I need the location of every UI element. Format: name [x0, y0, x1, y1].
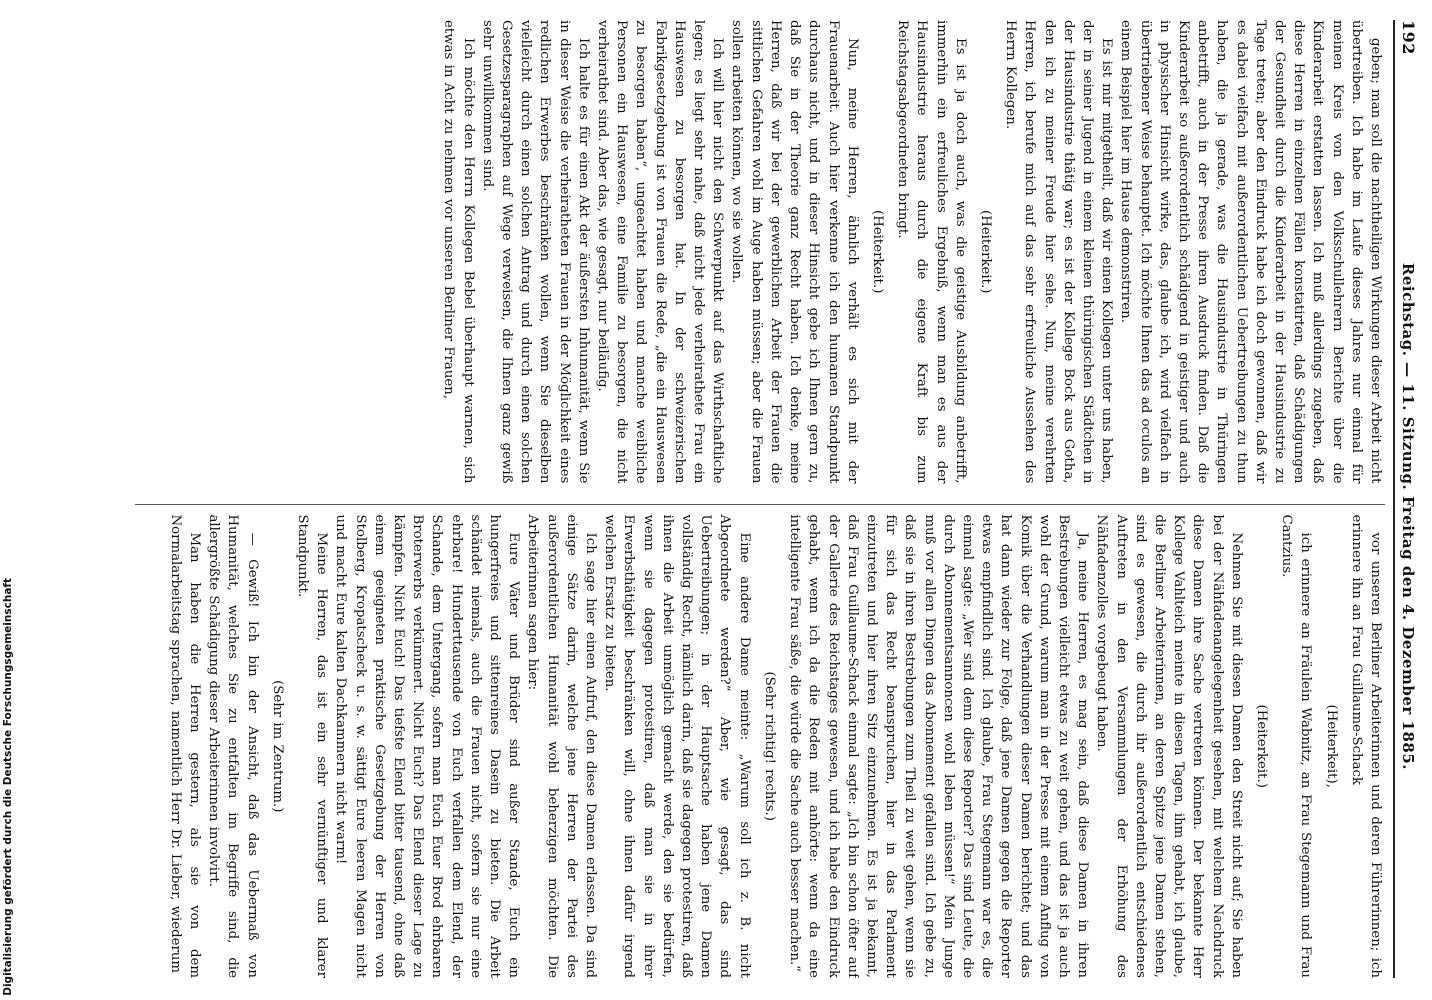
right-column [135, 504, 1385, 979]
paragraph: ich erinnere an Fräulein Wabnitz, an Frau Stegemann und Frau Cantzius. [1279, 514, 1314, 978]
digitization-note: Digitalisierung gefördert durch die Deutsche Forschungsgemeinschaft [2, 578, 14, 996]
paragraph: geben; man soll die nachtheiligen Wirkungen dieser Arbeit nicht übertreiben. Ich habe im Laufe dieses Jahres nur einmal für meinen Kreis von den Volksschullehrern Berichte über die Kinderarbeit erstatten lassen. Ich muß allerdings zugeben, daß diese Herren in einzelnen Fällen konstatirten, daß Schädigungen der Gesundheit durch die Kinderarbeit in der Hausindustrie zu Tage treten; aber den Eindruck habe ich doch gewonnen, daß wir es dabei vielfach mit außerordentlichen Uebertreibungen zu thun haben, die ja gerade, was die Hausindustrie in Thüringen anbetrifft, auch in der Presse ihren Ausdruck finden. Daß die Kinderarbeit so außerordentlich schädigend in geistiger und auch in physischer Hinsicht wirke, das, glaube ich, wird vielfach in übertriebener Weise behauptet. Ich möchte Ihnen das ad oculos an einem Beispiel hier im Hause demonstriren. [1118, 20, 1383, 484]
page-number: 192 [1399, 20, 1418, 55]
paragraph: (Heiterkeit), [1323, 704, 1339, 788]
footer-strip [0, 0, 20, 1000]
paragraph: Nun, meine Herren, ähnlich verhält es sich mit der Frauenarbeit. Auch hier verkenne ich den humanen Standpunkt durchaus nicht, und in dieser Hinsicht gebe ich Ihnen gern zu, daß Sie in der Theorie ganz Recht haben. Ich denke, meine Herren, daß wir bei der gewerblichen Arbeit der Frauen die sittlichen Gefahren wohl im Auge haben müssen; aber die Frauen sollen arbeiten können, wo sie wollen. [729, 20, 860, 484]
paragraph: (Sehr im Zentrum.) [269, 680, 285, 813]
paragraph: Es ist ja doch auch, was die geistige Ausbildung anbetrifft, immerhin ein erfreuliches Ergebniß, wenn man es aus der Hausindustrie heraus durch die eigene Kraft bis zum Reichstagsabgeordneten bringt. [895, 20, 968, 484]
left-column [135, 20, 1385, 484]
scanned-page [102, 0, 1432, 1000]
paragraph: — Gewiß! Ich bin der Ansicht, daß das Uebermaß von Humanität, welches Sie zu entfalten im Begriffe sind, die allergrößte Schädigung dieser Arbeiterinnen involvirt. [206, 514, 260, 978]
text-columns [135, 20, 1385, 978]
paragraph: (Heiterkeit.) [869, 210, 885, 294]
paragraph: Man haben die Herren gestern, als sie von dem Normalarbeitstag sprachen, namentlich Herr Dr. Lieber, wiederum [167, 514, 203, 978]
page-header [1393, 20, 1418, 978]
paragraph: Ich halte es für einen Akt der äußersten Inhumanität, wenn Sie in dieser Weise die verheiratheten Frauen in der Möglichkeit eines redlichen Erwerbes beschränken wollen, wenn Sie dieselben vielleicht durch einen solchen Antrag und durch einen solchen Gesetzesparagraphen auf Wege verweisen, die Ihnen ganz gewiß sehr unwillkommen sind. [479, 20, 591, 484]
paragraph: (Heiterkeit.) [1253, 704, 1269, 788]
paragraph: Eure Väter und Brüder sind außer Stande, Euch ein hungerfreies und sittenreines Dasein zu bieten. Die Arbeit schändet niemals, auch die Frauen nicht, sofern sie nur eine ehrbare! Hunderttausende von Euch verfallen dem Elend, der Schande, dem Untergang, sofern man Euch Euer Brod ehrbaren Broterwerbs verkümmert. Nicht Euch? Das Elend dieser Lage zu kämpfen. Nicht Euch! Das tiefste Elend bitter tausend, ohne daß einem geeigneten praktische Gesetzgebung der Herren von Stolberg, Kropatscheck u. s. w. sättigt Eure leeren Magen nicht und macht Eure kalten Dachkammern nicht warm! [333, 514, 522, 978]
paragraph: vor unseren Berliner Arbeiterinnen und deren Führerinnen; ich erinnere ihn an Frau Guillaume-Schack [1348, 514, 1383, 978]
paragraph: Ich sage hier einen Aufruf, den diese Damen erlassen. Da sind einige Sätze darin, welche jene Herren der Partei des außerordentlichen Humanität wohl beherzigen möchten. Die Arbeiterinnen sagen hier: [525, 514, 599, 978]
paragraph: (Heiterkeit.) [977, 210, 993, 294]
paragraph: Ja, meine Herren, es mag sein, daß diese Damen in ihren Bestrebungen vielleicht etwas zu weit gehen, und das ist ja auch wohl der Grund, warum man in der Presse mit einem Anflug von Komik über die Verhandlungen dieser Damen berichtet; und das hat dann wieder zur Folge, daß jene Damen gegen die Reporter etwas empfindlich sind. Ich glaube, Frau Stegemann war es, die einmal sagte: „Wer sind denn diese Reporter? Das sind Leute, die durch Abonnementsannoncen wohl leben müssen!“ Mein Junge muß vor allen Dingen das Abonnement gefallen sind. Ich gebe zu, daß sie in ihren Bestrebungen zum Theil zu weit gehen, wenn sie für sich das Recht beanspruchen, hier in das Parlament einzutreten und hier ihren Sitz einzunehmen. Es ist ja bekannt, daß Frau Guillaume-Schack einmal sagte: „Ich bin schon öfter auf der Gallerie des Reichstages gewesen, und ich habe den Eindruck gehabt, wenn ich da die Reden mit anhörte: wenn da eine intelligente Frau säße, die würde die Sache auch besser machen.“ [787, 514, 1091, 978]
paragraph: Ich will hier nicht den Schwerpunkt auf das Wirthschaftliche legen; es liegt sehr nahe, daß nicht jede verheirathete Frau ein Hauswesen zu besorgen hat. In der schweizerischen Fabrikgesetzgebung ist von Frauen die Rede, „die ein Hauswesen zu besorgen haben“, ungeachtet haben und manche weibliche Personen ein Hauswesen, eine Familie zu besorgen, die nicht verheirathet sind. Aber das, wie gesagt, nur beiläufig. [595, 20, 726, 484]
paragraph: Nehmen Sie mit diesen Damen den Streit nicht auf; Sie haben bei der Nähfadenangelegenheit gesehen, mit welchem Nachdruck diese Damen ihre Sache vertreten können. Der bekannte Herr Kollege Vahlteich meinte in diesen Tagen, ihm gehabt, ich glaube, die Berliner Arbeiterinnen, an deren Spitze jene Damen stehen, sind es gewesen, die durch ihr außerordentlich entschiedenes Auftreten in den Versammlungen der Erhöhung des Nähfadenzolles vorgebeugt haben. [1094, 514, 1244, 978]
paragraph: Ich möchte den Herrn Kollegen Bebel überhaupt warnen, sich etwas in Acht zu nehmen vor unseren Berliner Frauen, [441, 20, 476, 484]
paragraph: Eine andere Dame meinte: „Warum soll ich z. B. nicht Abgeordnete werden?“ Aber, wie gesagt, das sind Uebertreibungen; in der Hauptsache haben jene Damen vollständig Recht, nämlich darin, daß sie dagegen protestiren, daß ihnen die Arbeit unmöglich gemacht werde, den sie bedürfen, wenn sie dagegen protestiren, daß man sie in ihrer Erwerbsthätigkeit beschränken will, ohne ihnen dafür irgend welchen Ersatz zu bieten. [602, 514, 752, 978]
paragraph: Meine Herren, das ist ein sehr vernünftiger und klarer Standpunkt. [295, 514, 330, 978]
paragraph: (Sehr richtig! rechts.) [761, 671, 777, 821]
paragraph: Es ist mir mitgetheilt, daß wir einen Kollegen unter uns haben, der in seiner Jugend in einem kleinen thüringischen Städtchen in der Hausindustrie thätig war; es ist der Kollege Bock aus Gotha, den ich zu meiner Freude hier sehe. Nun, meine verehrten Herren, ich berufe mich auf das sehr erfreuliche Aussehen des Herrn Kollegen. [1003, 20, 1115, 484]
running-title: Reichstag. — 11. Sitzung. Freitag den 4. Dezember 1885. [1399, 262, 1417, 770]
